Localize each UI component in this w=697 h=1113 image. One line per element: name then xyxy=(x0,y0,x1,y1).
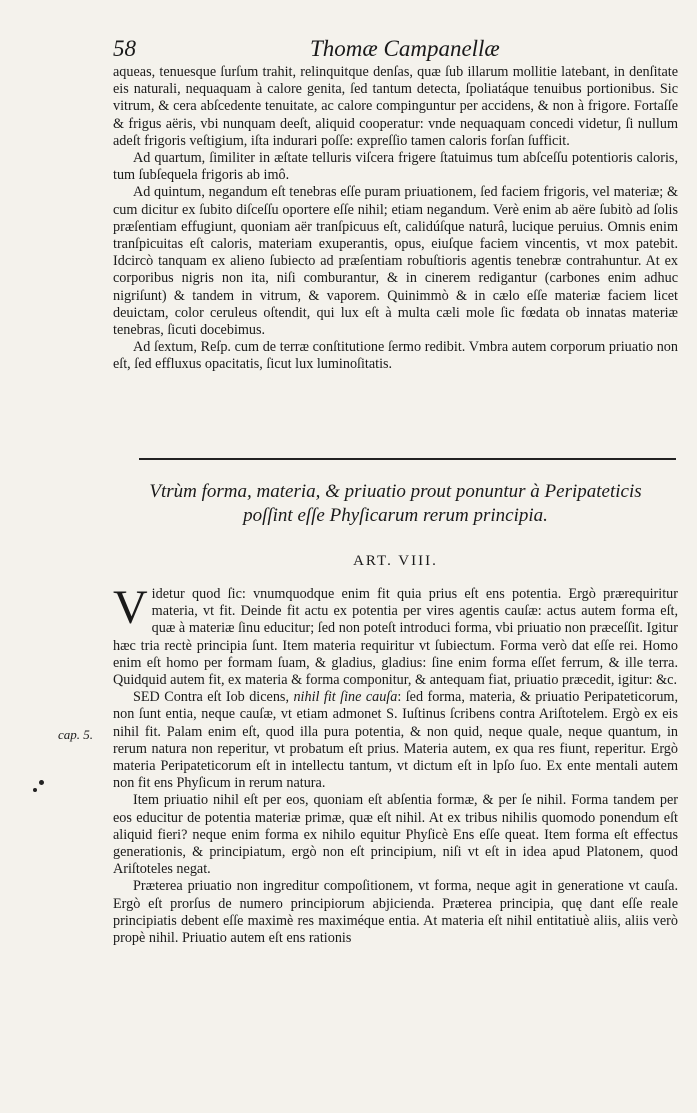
sed-rest: : ſed forma, materia, & priuatio Peripateticorum, non ſunt entia, neque cauſæ, vt etiam admonet S. Iuſtinus ſcribens contra Ariſtotelem. Ergò ex eis nihil fit. Palam enim eſt, quod illa pura potentia, & non quid, neque quale, neque quantum, in rerum natura non reperitur, vt probatum eſt prius. Materia autem, ex qua res fiunt, reperitur. Ergò materia Peripateticorum eſt in intellectu tantum, vt dictum eſt in lpſo ſuo. Ex ente mentali autem non fit ens Phyſicum in rerum natura. xyxy=(113,689,678,792)
paragraph: Ad ſextum, Reſp. cum de terræ conſtitutione ſermo redibit. Vmbra autem corporum priuatio non eſt, ſed effluxus opacitatis, ſicut lux luminoſitatis. xyxy=(113,339,678,373)
sed-quote: nihil fit ſine cauſa xyxy=(293,689,398,706)
top-text-block xyxy=(113,64,678,374)
ink-dot xyxy=(33,788,37,792)
paragraph: Item priuatio nihil eſt per eos, quoniam eſt abſentia formæ, & per ſe nihil. Forma tandem per eos educitur de potentia materiæ primæ, quæ eſt nihil. At ex tribus nihilis quomodo ponendum eſt aliquid fieri? neque enim forma ex nihilo equitur Phyſicè Ens eſſe queat. Item forma eſt effectus generationis, & principiatum, ergò non eſt principium, niſi vt eſt in idea apud Platonem, quod Ariſtoteles negat. xyxy=(113,792,678,878)
ink-dots xyxy=(33,780,47,794)
paragraph: aqueas, tenuesque ſurſum trahit, relinquitque denſas, quæ ſub illarum mollitie latebant, in denſitate eis naturali, nequaquam à calore genita, ſed tantum detecta, ſpoliatáque tenuibus portionibus. Sic vitrum, & cera abſcedente tenuitate, ac calore compinguntur per accidens, & non à frigore. Fortaſſe & frigus aëris, vbi nunquam deeſt, aliquid cooperatur: vnde nequaquam concedi videtur, ſi nullum adeſt frigoris veſtigium, iſta indurari poſſe: expreſſio tamen caloris forſan ſufficit. xyxy=(113,64,678,149)
section-title-line: Vtrùm forma, materia, & priuatio prout ponuntur à Peripateticis xyxy=(149,481,642,502)
section-title-line: poſſint eſſe Phyſicarum rerum principia. xyxy=(243,505,548,526)
first-paragraph-text: idetur quod ſic: vnumquodque enim fit quia prius eſt ens potentia. Ergò prærequiritur materia, vt fit. Deinde fit actu ex potentia per vires agentis cauſæ: actus autem forma eſt, quæ à materiæ ſinu educitur; ſed non poteſt introduci forma, vbi priuatio non præceſſit. Igitur hæc tria rectè principia ſunt. Item materia requiritur vt ſubiectum. Forma verò dat eſſe rei. Homo enim eſt homo per formam ſuam, & gladius, gladius: ſine enim forma eſſet ferrum, & ille terra. Quidquid autem fit, ex materia & forma componitur, & antequam fiat, priuatio præcedit, igitur: &c. xyxy=(113,586,678,689)
section-divider xyxy=(139,458,676,460)
sed-lead: SED Contra eſt Iob dicens, xyxy=(133,689,289,706)
running-title: Thomæ Campanellæ xyxy=(310,36,500,61)
paragraph: Ad quartum, ſimiliter in æſtate telluris viſcera frigere ſtatuimus tum abſceſſu potentioris caloris, tum ſubſequela frigoris ab imô. xyxy=(113,150,678,184)
marginal-note: cap. 5. xyxy=(58,727,94,742)
section-title xyxy=(113,480,678,528)
paragraph: Ad quintum, negandum eſt tenebras eſſe puram priuationem, ſed faciem frigoris, vel materiæ; & cum dicitur ex ſubito diſceſſu oportere eſſe nihil; etiam negandum. Verè enim ab aëre ſubitò ad ſolis præſentiam effugiunt, quoniam aër tranſpicuus eſt, calidúſque naturâ, lucique peruius. Omnis enim tranſpicuitas eſt caloris, materiam exuperantis, opus, eiuſque faciem vincentis, vt mox patebit. Idcircò tanquam ex alieno ſubiecto ad præſentiam robuſtioris agentis tenebræ contrahuntur. At ex corporibus nigris non ita, niſi comburantur, & in cinerem redigantur (carbones enim adhuc nigriſunt) & tandem in vitrum, & vaporem. Quinimmò & in cælo eſſe materiæ faciem licet deuictam, color ceruleus oſtendit, qui lux eſt à multa cæli mole ſic fœdata ob innatas materiæ tenebras, ſicuti docebimus. xyxy=(113,184,678,339)
drop-cap: V xyxy=(113,581,148,634)
sed-contra-paragraph xyxy=(113,689,678,792)
page-header xyxy=(0,36,697,66)
bottom-text-block xyxy=(113,581,678,947)
page-number: 58 xyxy=(113,36,136,61)
paragraph: Præterea priuatio non ingreditur compoſitionem, vt forma, neque agit in generatione vt cauſa. Ergò eſt prorſus de numero principiorum abjicienda. Præterea principia, quę dant eſſe reale principiatis debent eſſe maximè res maximéque entia. At materia eſt nihil entitatiuè aliis, aliis verò propè nihil. Priuatio autem eſt ens rationis xyxy=(113,878,678,947)
ink-dot xyxy=(39,780,44,785)
article-label: ART. VIII. xyxy=(353,553,438,569)
first-paragraph xyxy=(113,581,678,689)
